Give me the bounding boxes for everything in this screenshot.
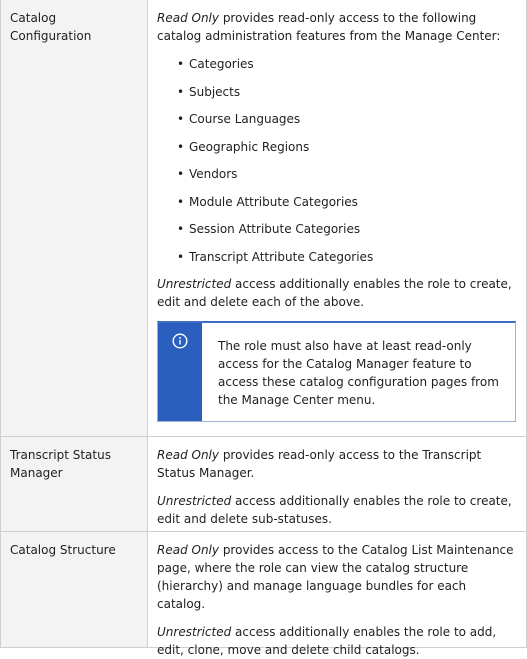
read-only-term: Read Only <box>157 543 219 557</box>
feature-name-cell <box>0 532 148 647</box>
feature-list <box>177 55 516 266</box>
unrestricted-term: Unrestricted <box>157 494 232 508</box>
info-note <box>157 321 516 422</box>
list-item: • Subjects <box>177 83 516 101</box>
list-item: • Categories <box>177 55 516 73</box>
note-accent-bar <box>158 323 202 421</box>
unrestricted-text: access additionally enables the role to add, edit, clone, move and delete child catalogs. <box>157 625 497 657</box>
unrestricted-term: Unrestricted <box>157 277 232 291</box>
read-only-description <box>157 9 516 45</box>
table-row <box>0 532 527 657</box>
feature-name: Catalog Configuration <box>10 11 92 43</box>
list-item: • Vendors <box>177 165 516 183</box>
list-item: • Geographic Regions <box>177 138 516 156</box>
unrestricted-text: access additionally enables the role to create, edit and delete sub-statuses. <box>157 494 512 526</box>
list-item: • Course Languages <box>177 110 516 128</box>
feature-name: Catalog Structure <box>10 543 116 557</box>
unrestricted-text: access additionally enables the role to create, edit and delete each of the above. <box>157 277 512 309</box>
table-row <box>0 437 527 532</box>
list-item: • Transcript Attribute Categories <box>177 248 516 266</box>
read-only-term: Read Only <box>157 11 219 25</box>
feature-name-cell <box>0 0 148 436</box>
unrestricted-description <box>157 492 516 528</box>
unrestricted-description <box>157 623 516 659</box>
unrestricted-term: Unrestricted <box>157 625 232 639</box>
feature-name-cell <box>0 437 148 531</box>
info-icon <box>172 333 188 349</box>
feature-description-cell <box>148 532 527 657</box>
feature-description-cell <box>148 437 527 531</box>
read-only-text: provides read-only access to the Transcript Status Manager. <box>157 448 482 480</box>
feature-description-cell <box>148 0 527 436</box>
note-text: The role must also have at least read-only access for the Catalog Manager feature to access these catalog configuration pages from the Manage Center menu. <box>218 339 499 407</box>
read-only-text: provides read-only access to the following catalog administration features from the Manage Center: <box>157 11 501 43</box>
feature-name: Transcript Status Manager <box>10 448 111 480</box>
unrestricted-description <box>157 275 516 311</box>
list-item: • Module Attribute Categories <box>177 193 516 211</box>
read-only-description <box>157 541 516 613</box>
read-only-text: provides access to the Catalog List Maintenance page, where the role can view the catalog structure (hierarchy) and manage language bundles for each catalog. <box>157 543 514 611</box>
read-only-term: Read Only <box>157 448 219 462</box>
list-item: • Session Attribute Categories <box>177 220 516 238</box>
read-only-description <box>157 446 516 482</box>
